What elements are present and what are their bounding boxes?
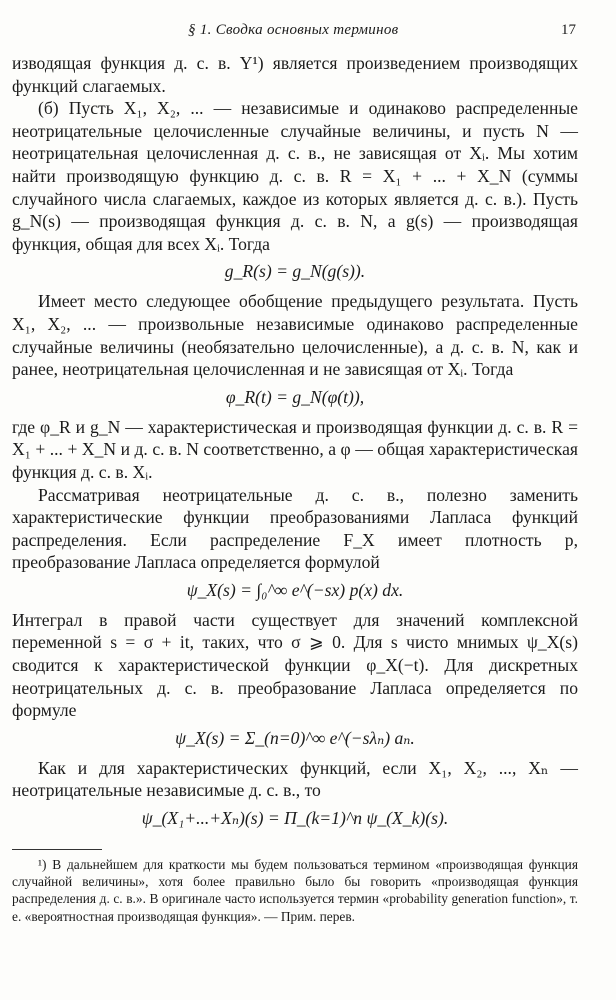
formula: ψ_X(s) = Σ_(n=0)^∞ e^(−sλₙ) aₙ. <box>175 727 415 748</box>
paragraph: Интеграл в правой части существует для значений комплексной переменной s = σ + it, таких, что σ ⩾ 0. Для s чисто мнимых ψ_X(s) сводится к характеристической функции φ_X(−t). Для дискретных неотрицательных д. с. в. преобразование Лапласа определяется по формуле <box>12 609 578 721</box>
paragraph: Имеет место следующее обобщение предыдущего результата. Пусть X₁, X₂, ... — произвольные независимые одинаково распределенные случайные величины (необязательно целочисленные), а д. с. в. N, как и ранее, неотрицательная целочисленная и не зависящая от Xᵢ. Тогда <box>12 291 578 380</box>
paragraph: Рассматривая неотрицательные д. с. в., полезно заменить характеристические функции преобразованиями Лапласа функций распределения. Если распределение F_X имеет плотность p, преобразование Лапласа определяется формулой <box>12 484 578 573</box>
paragraph: где φ_R и g_N — характеристическая и производящая функции д. с. в. R = X₁ + ... + X_N и д. с. в. N соответственно, а φ — общая характеристическая функция д. с. в. Xᵢ. <box>12 416 578 482</box>
formula: φ_R(t) = g_N(φ(t)), <box>225 386 365 407</box>
paragraph: (б) Пусть X₁, X₂, ... — независимые и одинаково распределенные неотрицательные целочисленные случайные величины, и пусть N — неотрицательная целочисленная д. с. в., не зависящая от Xᵢ. Мы хотим найти производящую функцию д. с. в. R = X₁ + ... + X_N (суммы случайного числа слагаемых, каждое из которых является д. с. в.). Пусть g_N(s) — производящая функция д. с. в. N, а g(s) — производящая функция, общая для всех Xᵢ. Тогда <box>12 98 578 254</box>
formula: ψ_X(s) = ∫₀^∞ e^(−sx) p(x) dx. <box>186 579 404 600</box>
paragraph: изводящая функция д. с. в. Y¹) является произведением производящих функций слагаемых. <box>12 53 578 96</box>
section-title: § 1. Сводка основных терминов <box>188 22 399 38</box>
footnote-divider <box>12 849 102 850</box>
running-header <box>12 22 578 52</box>
formula: g_R(s) = g_N(g(s)). <box>224 261 366 282</box>
page-number: 17 <box>561 22 576 38</box>
formula: ψ_(X₁+...+Xₙ)(s) = Π_(k=1)^n ψ_(X_k)(s). <box>141 808 449 829</box>
footnote: ¹) В дальнейшем для краткости мы будем пользоваться термином «производящая функция случайной величины», хотя более правильно было бы говорить «производящая функция распределения д. с. в.». В оригинале часто используется термин «probability generation function», т. е. «вероятностная производящая функция». — Прим. перев. <box>12 857 578 924</box>
paragraph: Как и для характеристических функций, если X₁, X₂, ..., Xₙ — неотрицательные независимые д. с. в., то <box>12 757 578 801</box>
